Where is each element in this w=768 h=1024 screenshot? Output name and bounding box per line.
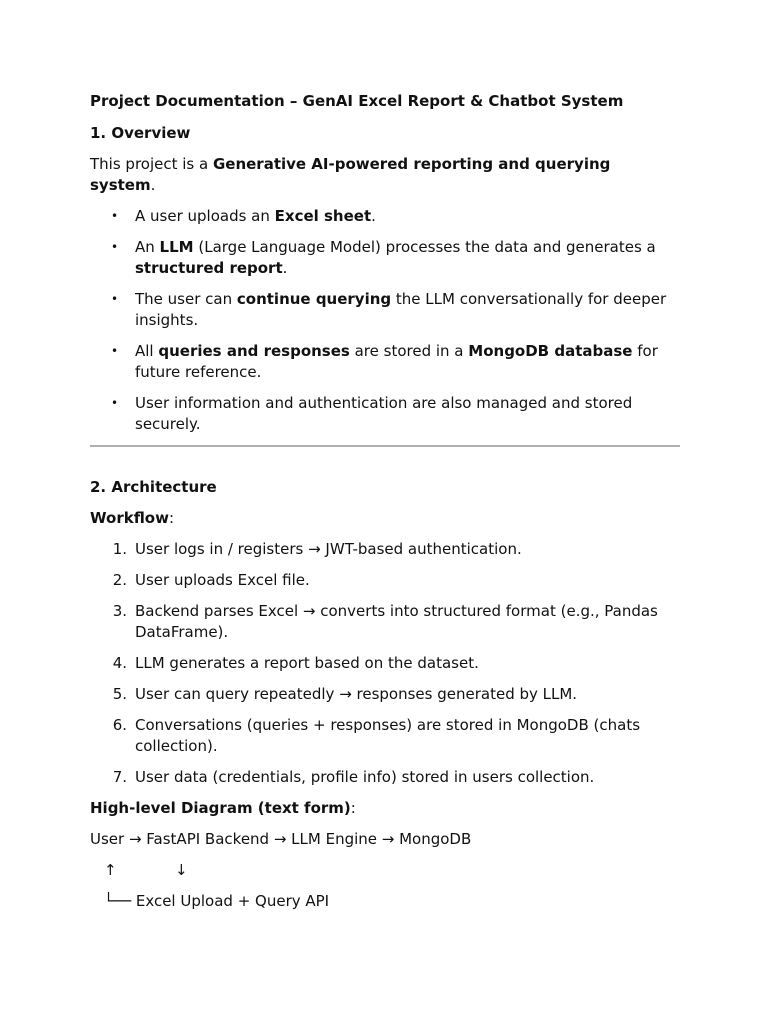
- step-number: 7.: [112, 768, 127, 786]
- list-item: • The user can continue querying the LLM conversationally for deeper insights.: [111, 290, 667, 329]
- step-number: 6.: [112, 716, 127, 734]
- list-item: 4. LLM generates a report based on the dataset.: [90, 653, 680, 674]
- step-number: 2.: [112, 571, 127, 589]
- step-number: 4.: [112, 654, 127, 672]
- workflow-steps-list: [90, 539, 680, 788]
- diagram-branch-line: └── Excel Upload + Query API: [104, 892, 330, 910]
- section-divider: [90, 445, 680, 447]
- document-title: Project Documentation – GenAI Excel Report & Chatbot System: [90, 92, 624, 110]
- architecture-heading: 2. Architecture: [90, 478, 217, 496]
- bullet-icon: •: [111, 240, 119, 254]
- list-item: • All queries and responses are stored in a MongoDB database for future reference.: [111, 342, 658, 381]
- bullet-icon: •: [111, 209, 119, 223]
- list-item: 2. User uploads Excel file.: [90, 570, 680, 591]
- list-item: • An LLM (Large Language Model) processes the data and generates a structured report.: [111, 238, 656, 277]
- list-item: 5. User can query repeatedly → responses generated by LLM.: [90, 684, 680, 705]
- diagram-label: High-level Diagram (text form):: [90, 799, 356, 817]
- step-number: 1.: [112, 540, 127, 558]
- workflow-label: Workflow:: [90, 509, 175, 527]
- arrow-up-icon: ↑: [104, 861, 117, 879]
- diagram-flow-line: User → FastAPI Backend → LLM Engine → MongoDB: [90, 830, 472, 848]
- bullet-icon: •: [111, 344, 119, 358]
- overview-bullet-list: [90, 206, 680, 435]
- list-item: 1. User logs in / registers → JWT-based authentication.: [90, 539, 680, 560]
- overview-intro: This project is a Generative AI-powered reporting and querying system.: [90, 155, 611, 194]
- list-item: 6. Conversations (queries + responses) are stored in MongoDB (chats collection).: [90, 715, 680, 757]
- list-item: 7. User data (credentials, profile info) stored in users collection.: [90, 767, 680, 788]
- list-item: 3. Backend parses Excel → converts into structured format (e.g., Pandas DataFrame).: [90, 601, 680, 643]
- overview-heading: 1. Overview: [90, 124, 191, 142]
- list-item: • User information and authentication are also managed and stored securely.: [111, 394, 633, 433]
- diagram-arrow-row: [90, 860, 680, 881]
- step-number: 5.: [112, 685, 127, 703]
- step-number: 3.: [112, 602, 127, 620]
- document-page: [90, 91, 680, 922]
- bullet-icon: •: [111, 292, 119, 306]
- arrow-down-icon: ↓: [175, 861, 188, 879]
- list-item: • A user uploads an Excel sheet.: [111, 207, 376, 225]
- bullet-icon: •: [111, 396, 119, 410]
